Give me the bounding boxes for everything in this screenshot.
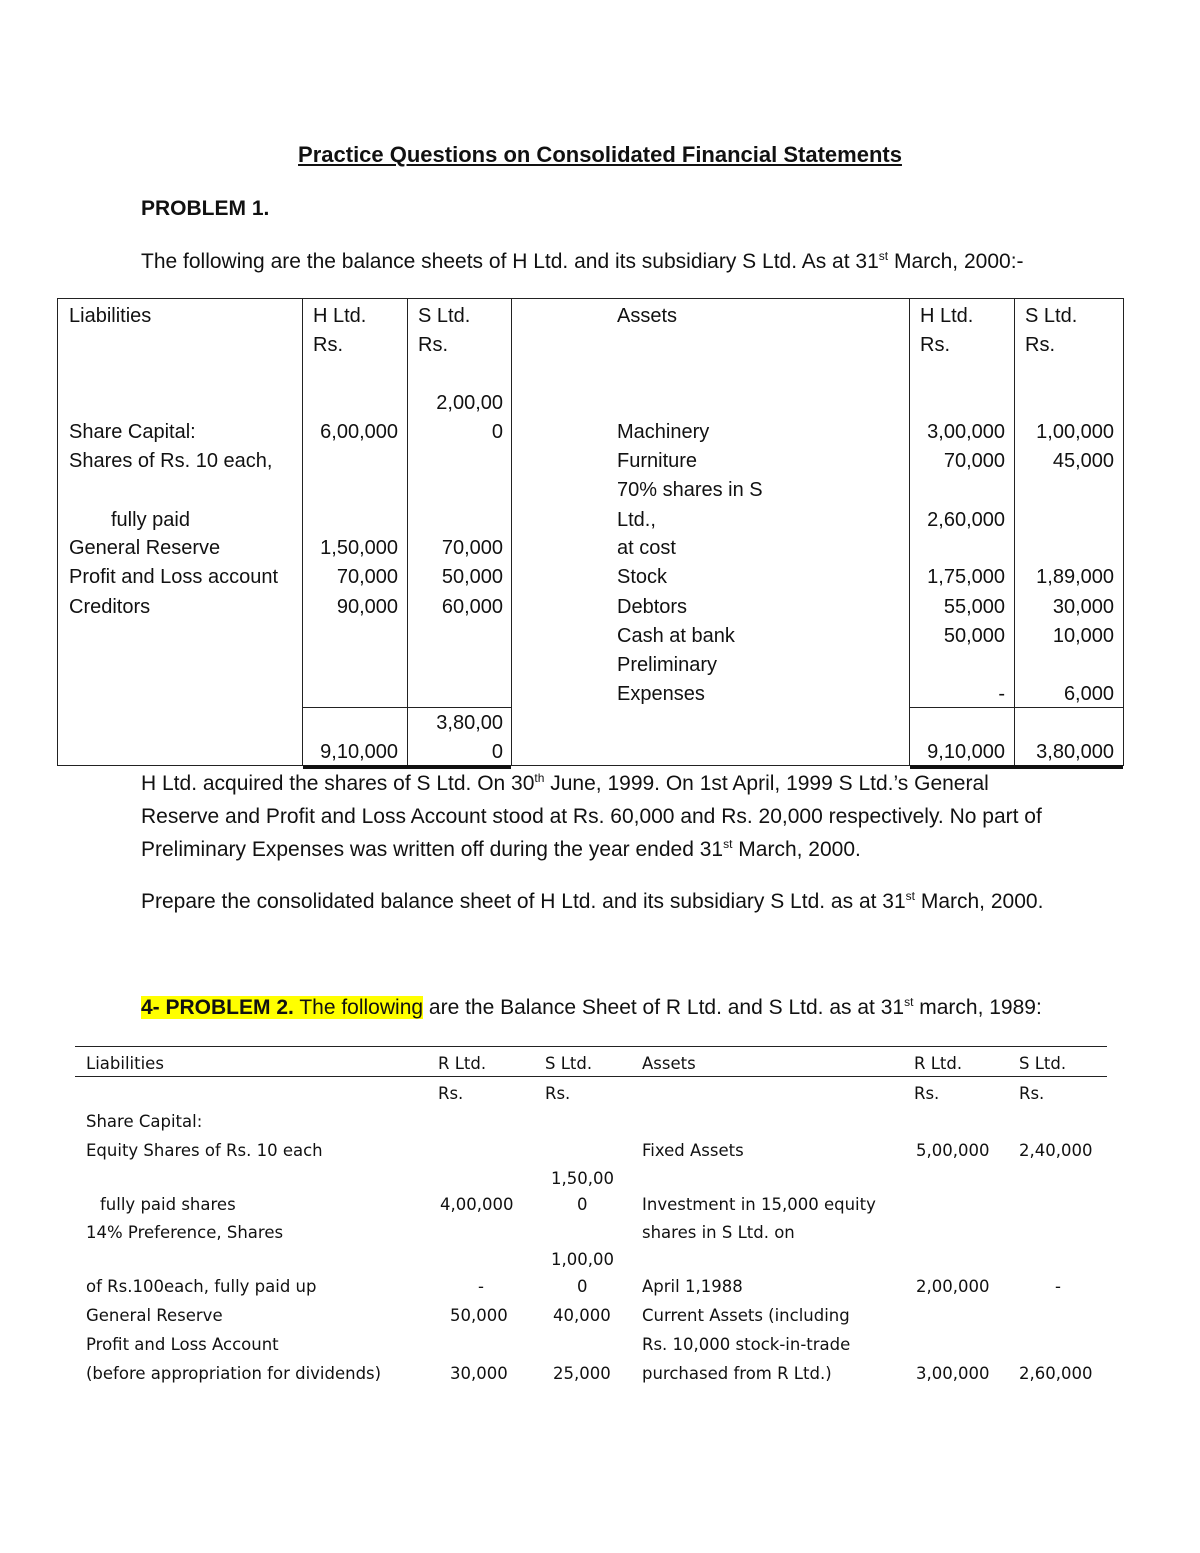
paragraph-text: March, 2000. — [915, 890, 1044, 913]
row-label: Equity Shares of Rs. 10 each — [86, 1141, 323, 1160]
column-divider — [302, 299, 303, 765]
double-underline — [303, 765, 511, 769]
balance-sheet-table-1 — [57, 298, 1124, 766]
intro-text: March, 2000:- — [888, 250, 1024, 273]
row-label: Rs. 10,000 stock-in-trade — [642, 1335, 851, 1354]
amount-cell: 1,00,000 — [1036, 421, 1114, 443]
amount-cell: - — [1055, 1277, 1061, 1296]
double-underline — [910, 765, 1123, 769]
amount-cell: 50,000 — [450, 1306, 508, 1325]
page-title: Practice Questions on Consolidated Financial Statements — [298, 142, 902, 167]
amount-cell: 6,00,000 — [320, 421, 398, 443]
total-cell: 3,80,00 — [436, 712, 503, 734]
amount-cell: 10,000 — [1052, 625, 1114, 647]
total-cell: 0 — [491, 741, 503, 763]
amount-cell: 0 — [491, 421, 503, 443]
total-cell: 9,10,000 — [320, 741, 398, 763]
problem-1-paragraph-line — [141, 838, 861, 862]
r-ltd-header: R Ltd. — [438, 1054, 487, 1073]
s-ltd-header: S Ltd. — [545, 1054, 593, 1073]
rs-label: Rs. — [545, 1084, 571, 1103]
amount-cell: - — [478, 1277, 484, 1296]
row-label: Share Capital: — [86, 1112, 203, 1131]
r-ltd-header: R Ltd. — [914, 1054, 963, 1073]
amount-cell: 1,50,00 — [551, 1169, 614, 1188]
rs-label: Rs. — [1025, 334, 1055, 356]
h-ltd-header: H Ltd. — [920, 305, 974, 327]
row-label: Current Assets (including — [642, 1306, 850, 1325]
amount-cell: 1,50,000 — [320, 537, 398, 559]
row-label: Profit and Loss account — [69, 566, 279, 588]
column-divider — [407, 299, 408, 765]
row-label: Creditors — [69, 596, 151, 618]
row-label: at cost — [617, 537, 676, 559]
table-rule — [75, 1046, 1107, 1047]
superscript: th — [534, 771, 545, 785]
intro-text: march, 1989: — [913, 996, 1042, 1019]
row-label: Stock — [617, 566, 668, 588]
row-label: Fixed Assets — [642, 1141, 744, 1160]
amount-cell: 6,000 — [1063, 683, 1114, 705]
problem-2-heading: 4- PROBLEM 2. — [141, 996, 294, 1019]
intro-text: The following are the balance sheets of H Ltd. and its subsidiary S Ltd. As at 31 — [141, 250, 879, 273]
row-label: Debtors — [617, 596, 688, 618]
amount-cell: 2,60,000 — [927, 509, 1005, 531]
row-label: Cash at bank — [617, 625, 735, 647]
total-rule — [302, 707, 511, 708]
row-label: of Rs.100each, fully paid up — [86, 1277, 317, 1296]
row-label: shares in S Ltd. on — [642, 1223, 795, 1242]
problem-1-intro — [141, 250, 1024, 274]
amount-cell: 1,00,00 — [551, 1250, 614, 1269]
row-label: Shares of Rs. 10 each, — [69, 450, 273, 472]
h-ltd-header: H Ltd. — [313, 305, 367, 327]
paragraph-text: March, 2000. — [732, 838, 861, 861]
row-label: Furniture — [617, 450, 698, 472]
row-label: Expenses — [617, 683, 705, 705]
amount-cell: 70,000 — [943, 450, 1005, 472]
amount-cell: 45,000 — [1052, 450, 1114, 472]
row-label: Preliminary — [617, 654, 718, 676]
assets-header: Assets — [642, 1054, 696, 1073]
row-label: Investment in 15,000 equity — [642, 1195, 876, 1214]
amount-cell: 25,000 — [553, 1364, 611, 1383]
superscript: st — [878, 249, 889, 263]
amount-cell: 2,60,000 — [1019, 1364, 1093, 1383]
superscript: st — [904, 995, 914, 1009]
paragraph-text: Prepare the consolidated balance sheet of H Ltd. and its subsidiary S Ltd. as at 31 — [141, 890, 906, 913]
row-label: purchased from R Ltd.) — [642, 1364, 832, 1383]
liabilities-header: Liabilities — [86, 1054, 164, 1073]
row-label: fully paid shares — [100, 1195, 236, 1214]
row-label: 14% Preference, Shares — [86, 1223, 284, 1242]
amount-cell: 50,000 — [441, 566, 503, 588]
s-ltd-header: S Ltd. — [418, 305, 471, 327]
amount-cell: 50,000 — [943, 625, 1005, 647]
total-cell: 9,10,000 — [927, 741, 1005, 763]
row-label: April 1,1988 — [642, 1277, 743, 1296]
superscript: st — [905, 889, 915, 903]
rs-label: Rs. — [438, 1084, 464, 1103]
paragraph-text: H Ltd. acquired the shares of S Ltd. On 30 — [141, 772, 535, 795]
rs-label: Rs. — [914, 1084, 940, 1103]
problem-1-instruction — [141, 890, 1043, 914]
s-ltd-header: S Ltd. — [1025, 305, 1078, 327]
row-label: Ltd., — [617, 509, 656, 531]
row-label: fully paid — [111, 509, 190, 531]
row-label: (before appropriation for dividends) — [86, 1364, 382, 1383]
highlighted-text: The following — [293, 996, 424, 1019]
amount-cell: 70,000 — [336, 566, 398, 588]
problem-1-paragraph-line: Reserve and Profit and Loss Account stood at Rs. 60,000 and Rs. 20,000 respectively. No part of — [141, 805, 1042, 828]
total-cell: 3,80,000 — [1036, 741, 1114, 763]
amount-cell: 55,000 — [943, 596, 1005, 618]
row-label: Share Capital: — [69, 421, 196, 443]
amount-cell: 60,000 — [441, 596, 503, 618]
superscript: st — [723, 837, 733, 851]
amount-cell: 2,00,00 — [436, 392, 503, 414]
s-ltd-header: S Ltd. — [1019, 1054, 1067, 1073]
amount-cell: 3,00,000 — [916, 1364, 990, 1383]
problem-1-paragraph-line — [141, 772, 989, 796]
paragraph-text: June, 1999. On 1st April, 1999 S Ltd.’s General — [544, 772, 989, 795]
amount-cell: 2,40,000 — [1019, 1141, 1093, 1160]
column-divider — [511, 299, 512, 765]
amount-cell: 2,00,000 — [916, 1277, 990, 1296]
rs-label: Rs. — [313, 334, 343, 356]
amount-cell: 5,00,000 — [916, 1141, 990, 1160]
paragraph-text: Preliminary Expenses was written off during the year ended 31 — [141, 838, 724, 861]
liabilities-header: Liabilities — [69, 305, 152, 327]
amount-cell: 1,75,000 — [927, 566, 1005, 588]
amount-cell: 90,000 — [336, 596, 398, 618]
rs-label: Rs. — [920, 334, 950, 356]
amount-cell: 4,00,000 — [440, 1195, 514, 1214]
intro-text: are the Balance Sheet of R Ltd. and S Ltd. as at 31 — [423, 996, 905, 1019]
assets-header: Assets — [617, 305, 678, 327]
row-label: General Reserve — [86, 1306, 223, 1325]
rs-label: Rs. — [1019, 1084, 1045, 1103]
amount-cell: 70,000 — [441, 537, 503, 559]
problem-2-intro — [141, 996, 1042, 1020]
row-label: General Reserve — [69, 537, 221, 559]
row-label: 70% shares in S — [617, 479, 763, 501]
row-label: Profit and Loss Account — [86, 1335, 279, 1354]
rs-label: Rs. — [418, 334, 448, 356]
amount-cell: 0 — [577, 1195, 588, 1214]
amount-cell: 3,00,000 — [927, 421, 1005, 443]
problem-1-heading: PROBLEM 1. — [141, 197, 270, 220]
row-label: Machinery — [617, 421, 710, 443]
amount-cell: 0 — [577, 1277, 588, 1296]
amount-cell: 40,000 — [553, 1306, 611, 1325]
amount-cell: 30,000 — [1052, 596, 1114, 618]
amount-cell: 1,89,000 — [1036, 566, 1114, 588]
amount-cell: - — [998, 683, 1005, 705]
amount-cell: 30,000 — [450, 1364, 508, 1383]
